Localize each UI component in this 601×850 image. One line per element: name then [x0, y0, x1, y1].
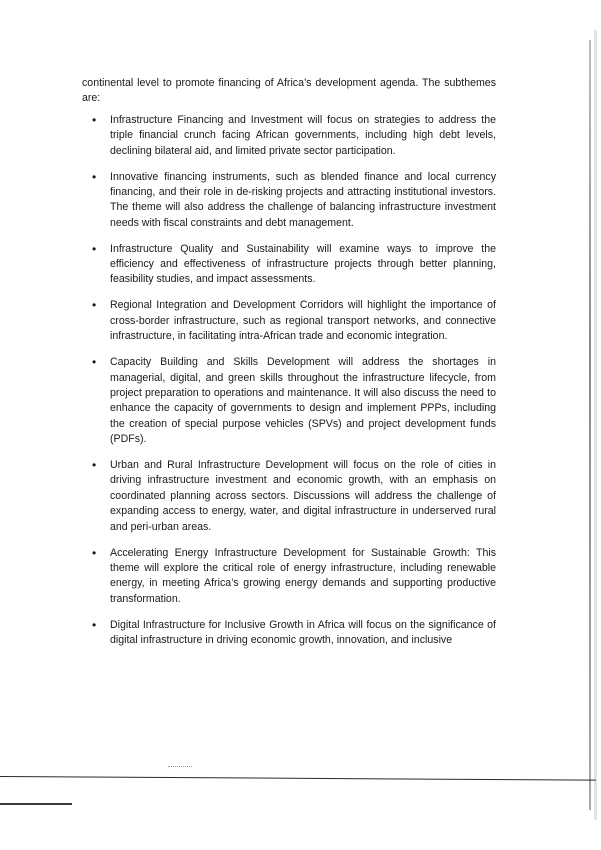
subtheme-text: Urban and Rural Infrastructure Development will focus on the role of cities in driving infrastructure investment and economic growth, with an emphasis on coordinated planning across sectors. Discussions will address the challenge of expanding access to energy, water, and digital infrastructure in underserved rural and peri-urban areas. — [110, 459, 496, 533]
list-item — [82, 113, 496, 159]
list-item — [82, 298, 496, 344]
subtheme-text: Accelerating Energy Infrastructure Development for Sustainable Growth: This theme will explore the critical role of energy infrastructure, including renewable energy, in meeting Africa’s growing energy demands and supporting productive transformation. — [110, 546, 496, 605]
bullet-icon: • — [92, 617, 97, 632]
subtheme-text: Innovative financing instruments, such as blended finance and local currency financing, and their role in de-risking projects and attracting institutional investors. The theme will also address the challenge of balancing infrastructure investment needs with fiscal constraints and debt management. — [110, 170, 496, 229]
document-body — [82, 76, 496, 659]
subtheme-text: Regional Integration and Development Corridors will highlight the importance of cross-border infrastructure, such as regional transport networks, and connective infrastructure, in facilitating intra-African trade and economic integration. — [110, 299, 496, 343]
subtheme-text: Infrastructure Quality and Sustainability will examine ways to improve the efficiency and effectiveness of infrastructure projects through better planning, feasibility studies, and impact assessments. — [110, 242, 496, 286]
scan-smudge — [168, 766, 192, 770]
subtheme-text: Digital Infrastructure for Inclusive Growth in Africa will focus on the significance of digital infrastructure in driving economic growth, innovation, and inclusive — [110, 618, 496, 647]
intro-paragraph: continental level to promote financing of Africa’s development agenda. The subthemes are: — [82, 77, 496, 105]
footer-rule — [0, 776, 596, 781]
subtheme-text: Infrastructure Financing and Investment will focus on strategies to address the triple financial crunch facing African governments, including high debt levels, declining bilateral aid, and limited private sector participation. — [110, 113, 496, 157]
bullet-icon: • — [92, 169, 97, 184]
list-item — [82, 355, 496, 447]
list-item — [82, 242, 496, 288]
footer-rule-short — [0, 803, 72, 805]
list-item — [82, 618, 496, 649]
bullet-icon: • — [92, 298, 97, 313]
scanned-page-edge-shadow — [594, 30, 597, 820]
bullet-icon: • — [92, 545, 97, 560]
subtheme-text: Capacity Building and Skills Development will address the shortages in managerial, digital, and green skills throughout the infrastructure lifecycle, from project preparation to operations and maintenance. It will also discuss the need to enhance the capacity of governments to design and implement PPPs, including the creation of special purpose vehicles (SPVs) and project development funds (PDFs). — [110, 356, 496, 446]
list-item — [82, 546, 496, 608]
list-item — [82, 170, 496, 232]
bullet-icon: • — [92, 241, 97, 256]
bullet-icon: • — [92, 112, 97, 127]
bullet-icon: • — [92, 355, 97, 370]
list-item — [82, 458, 496, 535]
scanned-page-edge — [589, 40, 591, 810]
bullet-icon: • — [92, 458, 97, 473]
subthemes-list — [82, 113, 496, 649]
